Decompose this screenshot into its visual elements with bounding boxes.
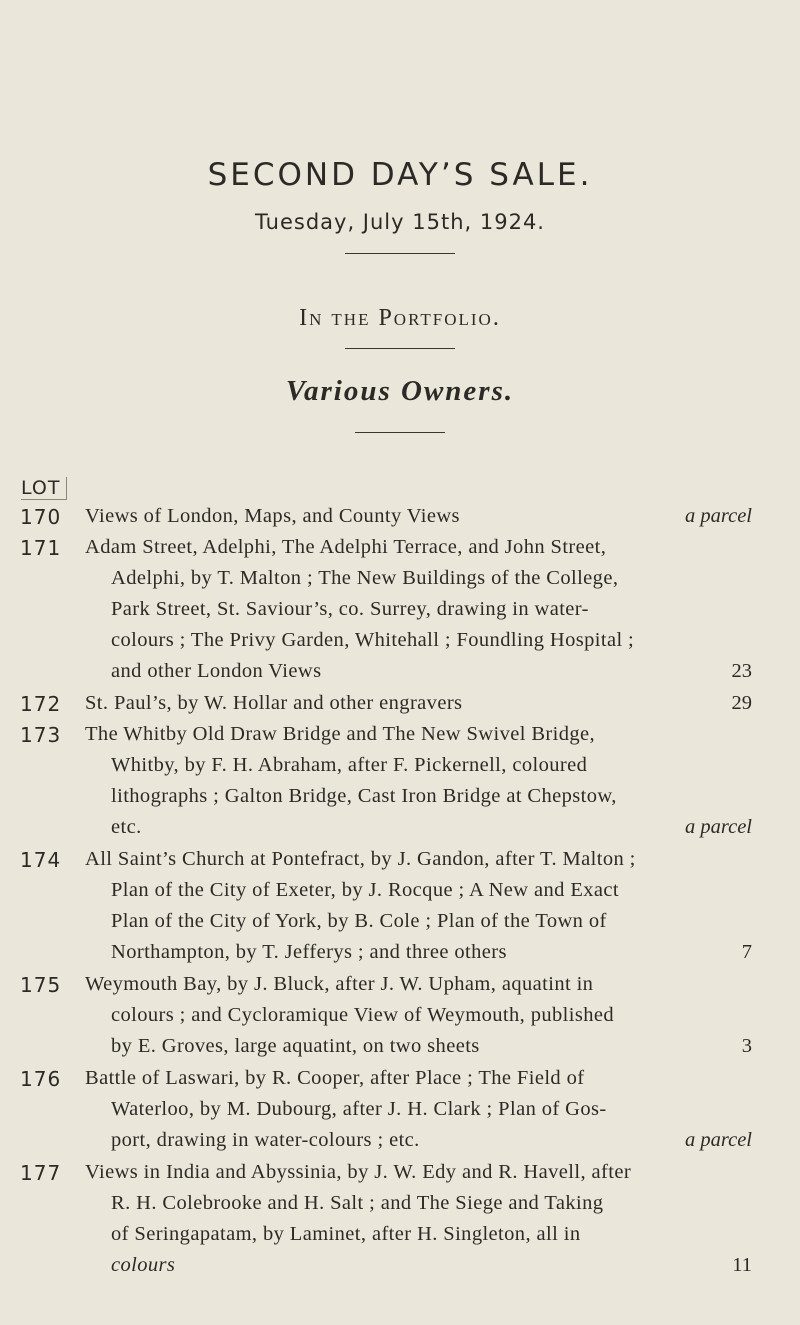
lot-description-line: Whitby, by F. H. Abraham, after F. Pickernell, coloured — [111, 754, 588, 776]
lot-description-line: by E. Groves, large aquatint, on two sheets — [111, 1035, 480, 1057]
lot-description-line: Park Street, St. Saviour’s, co. Surrey, drawing in water- — [111, 598, 589, 620]
lot-description-line: Views in India and Abyssinia, by J. W. Edy and R. Havell, after — [85, 1161, 632, 1183]
lot-quantity: 3 — [741, 1035, 752, 1057]
lot-quantity: a parcel — [685, 816, 752, 838]
title-divider — [345, 253, 455, 254]
lot-description-line: Views of London, Maps, and County Views — [85, 505, 460, 527]
sale-title: SECOND DAY’S SALE. — [207, 157, 593, 193]
lot-quantity: 7 — [741, 941, 752, 963]
lot-description-line: Adam Street, Adelphi, The Adelphi Terrace, and John Street, — [85, 536, 607, 558]
lot-description-line: Plan of the City of Exeter, by J. Rocque ; A New and Exact — [111, 879, 620, 901]
lot-number: 173 — [20, 723, 62, 747]
lot-number: 174 — [20, 848, 62, 872]
section-divider — [345, 348, 455, 349]
sale-date: Tuesday, July 15th, 1924. — [255, 210, 545, 234]
lot-number: 177 — [20, 1161, 62, 1185]
lot-description-line: Plan of the City of York, by B. Cole ; Plan of the Town of — [111, 910, 607, 932]
lot-description-line: colours ; The Privy Garden, Whitehall ; Foundling Hospital ; — [111, 629, 635, 651]
lot-quantity: a parcel — [685, 505, 752, 527]
lot-description-line: The Whitby Old Draw Bridge and The New Swivel Bridge, — [85, 723, 596, 745]
lot-description-line: St. Paul’s, by W. Hollar and other engravers — [85, 692, 463, 714]
lot-description-line: Northampton, by T. Jefferys ; and three others — [111, 941, 507, 963]
lot-description-line: Adelphi, by T. Malton ; The New Buildings of the College, — [111, 567, 619, 589]
lot-description-line: R. H. Colebrooke and H. Salt ; and The Siege and Taking — [111, 1192, 604, 1214]
lot-description-line: lithographs ; Galton Bridge, Cast Iron Bridge at Chepstow, — [111, 785, 617, 807]
lot-description-line: Battle of Laswari, by R. Cooper, after Place ; The Field of — [85, 1067, 585, 1089]
lot-description-line: etc. — [111, 816, 142, 838]
lot-column-label: LOT — [21, 477, 67, 500]
lot-number: 171 — [20, 536, 62, 560]
lot-number: 176 — [20, 1067, 62, 1091]
lot-description-line: colours ; and Cycloramique View of Weymouth, published — [111, 1004, 615, 1026]
lot-description-line: Waterloo, by M. Dubourg, after J. H. Clark ; Plan of Gos- — [111, 1098, 607, 1120]
lot-quantity: 11 — [732, 1254, 752, 1276]
section-heading: In the Portfolio. — [299, 305, 501, 331]
lot-description-line: of Seringapatam, by Laminet, after H. Singleton, all in — [111, 1223, 581, 1245]
subsection-divider — [355, 432, 445, 433]
lot-description-line: port, drawing in water-colours ; etc. — [111, 1129, 420, 1151]
subsection-heading: Various Owners. — [285, 375, 515, 407]
lot-number: 170 — [20, 505, 62, 529]
lot-quantity: 23 — [731, 660, 752, 682]
lot-quantity: a parcel — [685, 1129, 752, 1151]
lot-number: 175 — [20, 973, 62, 997]
lot-description-line: and other London Views — [111, 660, 322, 682]
lot-number: 172 — [20, 692, 62, 716]
lot-description-line: All Saint’s Church at Pontefract, by J. Gandon, after T. Malton ; — [85, 848, 636, 870]
lot-description-line: Weymouth Bay, by J. Bluck, after J. W. Upham, aquatint in — [85, 973, 594, 995]
lot-quantity: 29 — [731, 692, 752, 714]
lot-description-line: colours — [111, 1254, 176, 1276]
